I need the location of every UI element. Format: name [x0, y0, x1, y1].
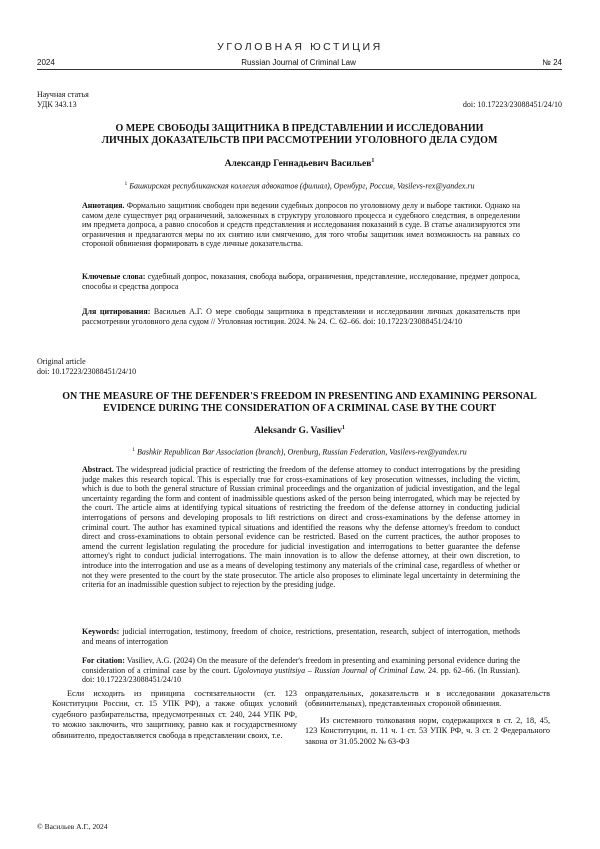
journal-english-title: Russian Journal of Criminal Law — [241, 58, 356, 67]
title-en-line1: ON THE MEASURE OF THE DEFENDER'S FREEDOM IN PRESENTING AND EXAMINING PERSONAL — [62, 391, 537, 402]
citation-en: For citation: Vasiliev, A.G. (2024) On the measure of the defender's freedom in presenting and examining personal evidence during the consideration of a criminal case by the court. Ugolovnaya yustitsiya – Russian Journal of Criminal Law. 24. pp. 62–66. (In Russian). doi: 10.17223/23088451/24/10 — [82, 656, 521, 685]
abstract-en: Abstract. The widespread judicial practice of restricting the freedom of the defense attorney to conduct interrogations by the presiding judge makes this research topical. This is especially true for cross-examinations of key prosecution witnesses, including the victim, which is due to both the general structure of Russian criminal proceedings and the organization of judicial investigation, and the legal uncertainty regarding the form and content of inadmissible questions asked of the person being interrogated, which may be rejected by the court. The article aims at identifying typical situations of restricting the freedom of the defense attorney in conducting judicial interrogations of persons and developing proposals to lift restrictions on direct and cross-examinations by the defense attorney in criminal court. The author has examined typical situations and identified the reasons why the defense attorney's freedom to conduct direct and cross-examinations to obtain personal evidence can be restricted. Based on the current practices, the author proposes to amend the current legislation regulating the procedure for judicial investigation and interrogations to better guarantee the defense attorney's right to conduct judicial interrogations. The main innovation is to allow the defense attorney, at their own discretion, to introduce into the interrogation and use as a means of developing testimony any materials of the criminal case, regardless of whether or not they were presented to the court by the state prosecutor. The article also proposes to eliminate legal uncertainty in determining the criteria for an inadmissible question subject to rejection by the presiding judge. — [82, 465, 520, 590]
article-title-ru — [37, 123, 562, 147]
running-header — [37, 58, 562, 67]
year: 2024 — [37, 58, 55, 67]
title-ru-line2: ЛИЧНЫХ ДОКАЗАТЕЛЬСТВ ПРИ РАССМОТРЕНИИ УГОЛОВНОГО ДЕЛА СУДОМ — [101, 135, 498, 146]
author-ru: Александр Геннадьевич Васильев$^1$ — [224, 158, 375, 170]
issue-number: № 24 — [542, 58, 562, 67]
article-meta-ru — [37, 90, 89, 109]
body-right-column — [305, 689, 550, 747]
author-en: Aleksandr G. Vasiliev$^1$ — [254, 425, 345, 437]
body-paragraph: Из системного толкования норм, содержащихся в ст. 2, 18, 45, 123 Конституции, п. 11 ч. 1 ст. 53 УПК РФ, ч. 3 ст. 2 Федерального закона от 31.05.2002 № 63-ФЗ — [305, 715, 550, 746]
body-left-column — [52, 689, 297, 741]
doi-ru: doi: 10.17223/23088451/24/10 — [462, 99, 562, 109]
journal-title: УГОЛОВНАЯ ЮСТИЦИЯ — [217, 41, 383, 53]
body-paragraph: оправдательных, доказательств и в исследовании доказательств (обвинительных), представленных стороной обвинения. — [305, 689, 550, 709]
article-type-en: Original article — [37, 357, 86, 366]
article-type: Научная статья — [37, 90, 89, 99]
doi-en: doi: 10.17223/23088451/24/10 — [37, 366, 137, 376]
body-paragraph: Если исходить из принципа состязательности (ст. 123 Конституции России, ст. 15 УПК РФ), а также общих условий судебного разбирательства, предусмотренных ст. 240, 244 УПК РФ, то можно заключить, что защитнику, равно как и государственному обвинителю, предоставляется свобода в представлении своих, т.е. — [52, 689, 297, 740]
keywords-ru: Ключевые слова: судебный допрос, показания, свобода выбора, ограничения, представление, исследование, предмет допроса, способы и средства допроса — [82, 272, 520, 291]
copyright: © Васильев А.Г., 2024 — [37, 822, 108, 831]
abstract-ru: Аннотация. Формально защитник свободен при ведении судебных допросов по уголовному делу и выборе тактики. Однако на самом деле существует ряд ограничений, заложенных в структуру уголовного процесса и судебного следствия, в определении им предмета допроса, а равно способов и средств представления и исследования показаний в суде. В статье анализируются эти ограничения и предлагаются меры по их снятию или смягчению, для того чтобы защитник имел возможность на равных со стороной обвинения формировать в суде личные доказательства. — [82, 201, 520, 249]
title-ru-line1: О МЕРЕ СВОБОДЫ ЗАЩИТНИКА В ПРЕДСТАВЛЕНИИ И ИССЛЕДОВАНИИ — [115, 123, 484, 134]
affiliation-ru: $^1$ Башкирская республиканская коллегия адвокатов (филиал), Оренбург, Россия, Vasilevs-rex@yandex.ru — [124, 181, 475, 191]
citation-ru: Для цитирования: Васильев А.Г. О мере свободы защитника в представлении и исследовании личных доказательств при рассмотрении уголовного дела судом // Уголовная юстиция. 2024. № 24. С. 62–66. doi: 10.17223/23088451/24/10 — [82, 307, 520, 326]
article-meta-en — [37, 357, 136, 376]
keywords-en: Keywords: judicial interrogation, testimony, freedom of choice, restrictions, presentation, research, subject of interrogation, methods and means of interrogation — [82, 627, 520, 646]
udk: УДК 343.13 — [37, 99, 77, 109]
affiliation-en: $^1$ Bashkir Republican Bar Association (branch), Orenburg, Russian Federation, Vasilevs-rex@yandex.ru — [132, 447, 467, 457]
article-title-en — [37, 391, 562, 415]
title-en-line2: EVIDENCE DURING THE CONSIDERATION OF A CRIMINAL CASE BY THE COURT — [103, 403, 496, 414]
header-rule — [37, 69, 562, 70]
